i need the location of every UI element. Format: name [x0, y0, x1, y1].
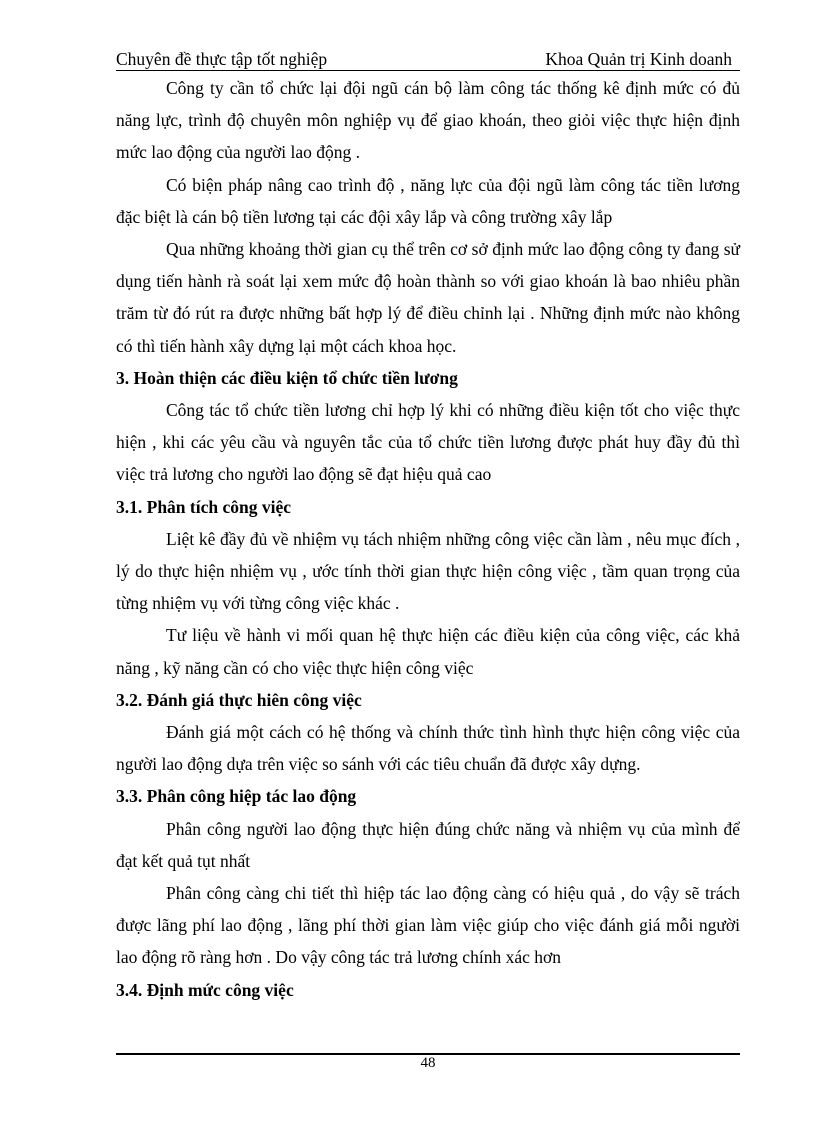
- body-paragraph: Công ty cần tổ chức lại đội ngũ cán bộ làm công tác thống kê định mức có đủ năng lực, trình độ chuyên môn nghiệp vụ để giao khoán, theo giỏi việc thực hiện định mức lao động của người lao động .: [116, 78, 740, 163]
- body-paragraph: Có biện pháp nâng cao trình độ , năng lực của đội ngũ làm công tác tiền lương đặc biệt là cán bộ tiền lương tại các đội xây lắp và công trường xây lắp: [116, 174, 740, 227]
- body-paragraph: Tư liệu về hành vi mối quan hệ thực hiện các điều kiện của công việc, các khả năng , kỹ năng cần có cho việc thực hiện công việc: [116, 625, 740, 678]
- body-paragraph: Đánh giá một cách có hệ thống và chính thức tình hình thực hiện công việc của người lao động dựa trên việc so sánh với các tiêu chuẩn đã được xây dựng.: [116, 722, 740, 775]
- page-header: [116, 49, 740, 71]
- section-heading: 3.1. Phân tích công việc: [116, 496, 291, 517]
- body-paragraph: Phân công càng chi tiết thì hiệp tác lao động càng có hiệu quả , do vậy sẽ trách được lãng phí lao động , lãng phí thời gian làm việc giúp cho việc đánh giá mỗi người lao động rõ ràng hơn . Do vậy công tác trả lương chính xác hơn: [116, 883, 740, 968]
- section-heading: 3.2. Đánh giá thực hiên công việc: [116, 689, 362, 710]
- page-number: 48: [420, 1055, 436, 1071]
- body-paragraph: Phân công người lao động thực hiện đúng chức năng và nhiệm vụ của mình để đạt kết quả tụt nhất: [116, 818, 740, 871]
- header-right-title: Khoa Quản trị Kinh doanh: [545, 49, 732, 69]
- document-body: [116, 72, 740, 1006]
- section-heading: 3. Hoàn thiện các điều kiện tổ chức tiền lương: [116, 367, 458, 388]
- section-heading: 3.4. Định mức công việc: [116, 979, 294, 1000]
- body-paragraph: Công tác tổ chức tiền lương chỉ hợp lý khi có những điều kiện tốt cho việc thực hiện , khi các yêu cầu và nguyên tắc của tổ chức tiền lương được phát huy đầy đủ thì việc trả lương cho người lao động sẽ đạt hiệu quả cao: [116, 400, 740, 485]
- section-heading: 3.3. Phân công hiệp tác lao động: [116, 786, 357, 807]
- header-divider: [116, 70, 740, 71]
- header-left-title: Chuyên đề thực tập tốt nghiệp: [116, 49, 328, 69]
- body-paragraph: Liệt kê đầy đủ về nhiệm vụ tách nhiệm những công việc cần làm , nêu mục đích , lý do thực hiện nhiệm vụ , ước tính thời gian thực hiện công việc , tầm quan trọng của từng nhiệm vụ với từng công việc khác .: [116, 528, 740, 614]
- body-paragraph: Qua những khoảng thời gian cụ thể trên cơ sở định mức lao động công ty đang sử dụng tiến hành rà soát lại xem mức độ hoàn thành so với giao khoán là bao nhiêu phần trăm từ đó rút ra được những bất hợp lý để điều chỉnh lại . Những định mức nào không có thì tiến hành xây dựng lại một cách khoa học.: [116, 239, 740, 356]
